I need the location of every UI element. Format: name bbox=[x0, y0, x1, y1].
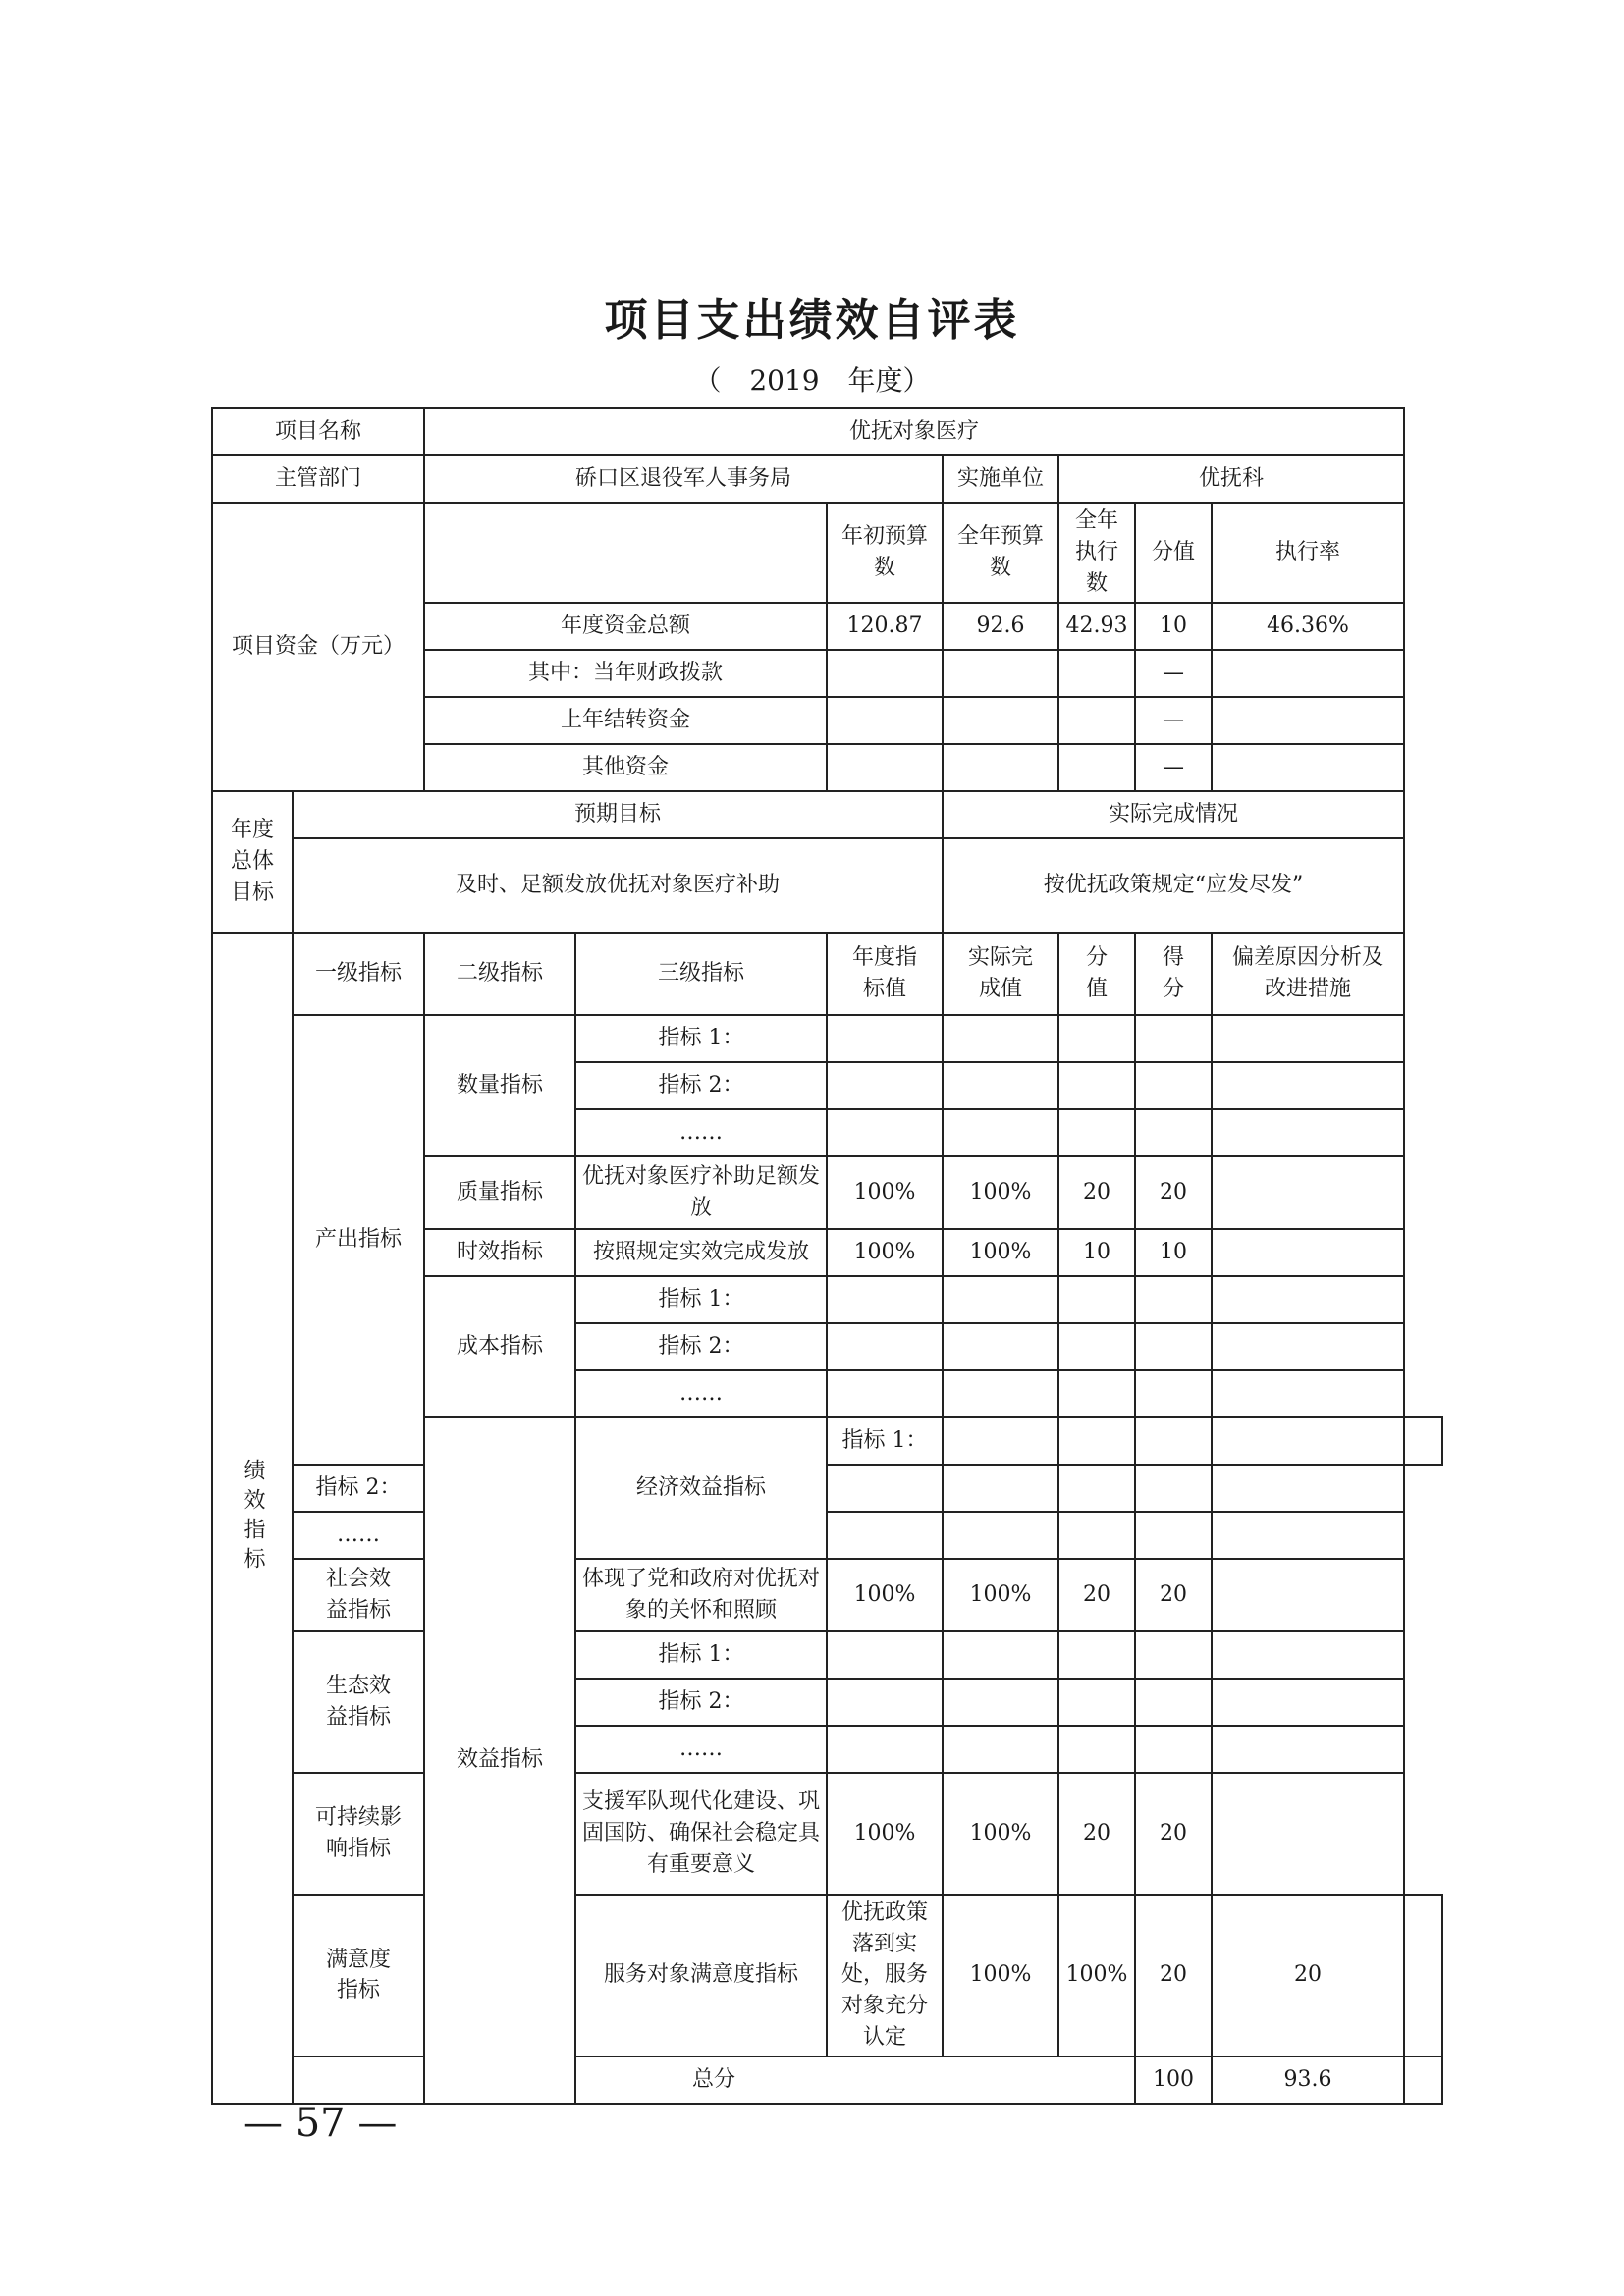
total-row bbox=[212, 2056, 1442, 2104]
table-row bbox=[212, 1015, 1442, 1062]
evaluation-table bbox=[211, 407, 1443, 2105]
goal-actual-label: 实际完成情况 bbox=[943, 791, 1404, 838]
year-line bbox=[0, 359, 1624, 399]
funds-header: 分值 bbox=[1135, 503, 1212, 603]
economic-label: 经济效益指标 bbox=[575, 1417, 827, 1559]
indicator-cell: 优抚政策落到实处，服务对象充分认定 bbox=[827, 1895, 943, 2056]
goal-header-row bbox=[212, 791, 1442, 838]
table-row bbox=[212, 1465, 1442, 1512]
perf-header: 实际完成值 bbox=[943, 933, 1058, 1015]
indicator-cell: …… bbox=[575, 1370, 827, 1417]
funds-cell: 42.93 bbox=[1058, 603, 1135, 650]
got-cell: 20 bbox=[1212, 1895, 1404, 2056]
table-row bbox=[212, 1773, 1442, 1895]
funds-row-label: 其他资金 bbox=[424, 744, 827, 791]
score-cell: 20 bbox=[1058, 1156, 1135, 1229]
total-label: 总分 bbox=[293, 2056, 1135, 2104]
funds-cell bbox=[1058, 650, 1135, 697]
funds-row-label: 上年结转资金 bbox=[424, 697, 827, 744]
indicator-cell: 指标 1： bbox=[575, 1015, 827, 1062]
funds-cell bbox=[827, 650, 943, 697]
got-cell: 20 bbox=[1135, 1773, 1212, 1895]
got-cell: 20 bbox=[1135, 1559, 1212, 1631]
funds-cell bbox=[943, 744, 1058, 791]
funds-cell bbox=[827, 697, 943, 744]
target-cell: 100% bbox=[827, 1559, 943, 1631]
actual-cell: 100% bbox=[1058, 1895, 1135, 2056]
indicator-cell: 指标 2： bbox=[575, 1062, 827, 1109]
indicator-cell: 支援军队现代化建设、巩固国防、确保社会稳定具有重要意义 bbox=[575, 1773, 827, 1895]
table-row bbox=[212, 1895, 1442, 2056]
funds-cell bbox=[1212, 744, 1404, 791]
indicator-cell: 指标 1： bbox=[827, 1417, 943, 1465]
score-cell: 20 bbox=[1058, 1559, 1135, 1631]
perf-header: 得分 bbox=[1135, 933, 1212, 1015]
target-cell: 100% bbox=[827, 1156, 943, 1229]
sustainable-label: 可持续影响指标 bbox=[293, 1773, 424, 1895]
goal-actual: 按优抚政策规定“应发尽发” bbox=[943, 838, 1404, 933]
dept-label: 主管部门 bbox=[212, 455, 424, 503]
timeliness-label: 时效指标 bbox=[424, 1229, 575, 1276]
funds-cell: 10 bbox=[1135, 603, 1212, 650]
indicator-cell: …… bbox=[575, 1726, 827, 1773]
funds-row-label: 其中：当年财政拨款 bbox=[424, 650, 827, 697]
quantity-label: 数量指标 bbox=[424, 1015, 575, 1156]
indicator-cell: …… bbox=[575, 1109, 827, 1156]
funds-header-blank bbox=[424, 503, 827, 603]
social-label: 社会效益指标 bbox=[293, 1559, 424, 1631]
perf-header: 分值 bbox=[1058, 933, 1135, 1015]
funds-header: 全年执行数 bbox=[1058, 503, 1135, 603]
actual-cell: 100% bbox=[943, 1559, 1058, 1631]
target-cell: 100% bbox=[827, 1229, 943, 1276]
indicator-cell: 指标 1： bbox=[575, 1276, 827, 1323]
benefit-label: 效益指标 bbox=[424, 1417, 575, 2104]
funds-header: 全年预算数 bbox=[943, 503, 1058, 603]
indicator-cell: …… bbox=[293, 1512, 424, 1559]
perf-header-row bbox=[212, 933, 1442, 1015]
table-row bbox=[212, 1559, 1442, 1631]
project-name-value: 优抚对象医疗 bbox=[424, 408, 1404, 455]
actual-cell: 100% bbox=[943, 1156, 1058, 1229]
output-label: 产出指标 bbox=[293, 1015, 424, 1465]
target-cell: 100% bbox=[943, 1895, 1058, 2056]
funds-cell: — bbox=[1135, 697, 1212, 744]
total-got: 93.6 bbox=[1212, 2056, 1404, 2104]
funds-cell: — bbox=[1135, 650, 1212, 697]
funds-header: 执行率 bbox=[1212, 503, 1404, 603]
year-label: 年度） bbox=[847, 364, 931, 397]
goal-expected-label: 预期目标 bbox=[293, 791, 943, 838]
actual-cell: 100% bbox=[943, 1229, 1058, 1276]
perf-header: 三级指标 bbox=[575, 933, 827, 1015]
funds-row-label: 年度资金总额 bbox=[424, 603, 827, 650]
page-number: — 57 — bbox=[244, 2101, 398, 2146]
perf-header: 偏差原因分析及改进措施 bbox=[1212, 933, 1404, 1015]
score-cell: 20 bbox=[1058, 1773, 1135, 1895]
funds-cell bbox=[1058, 697, 1135, 744]
service-label: 服务对象满意度指标 bbox=[575, 1895, 827, 2056]
got-cell: 20 bbox=[1135, 1156, 1212, 1229]
indicator-cell: 指标 1： bbox=[575, 1631, 827, 1679]
project-name-row bbox=[212, 408, 1442, 455]
total-score: 100 bbox=[1135, 2056, 1212, 2104]
funds-header-row bbox=[212, 503, 1442, 603]
goal-expected: 及时、足额发放优抚对象医疗补助 bbox=[293, 838, 943, 933]
cost-label: 成本指标 bbox=[424, 1276, 575, 1417]
actual-cell: 100% bbox=[943, 1773, 1058, 1895]
funds-cell: 92.6 bbox=[943, 603, 1058, 650]
score-cell: 20 bbox=[1135, 1895, 1212, 2056]
funds-label: 项目资金（万元） bbox=[212, 503, 424, 791]
dept-value: 硚口区退役军人事务局 bbox=[424, 455, 943, 503]
indicator-cell: 按照规定实效完成发放 bbox=[575, 1229, 827, 1276]
funds-cell bbox=[1058, 744, 1135, 791]
table-row bbox=[212, 1512, 1442, 1559]
project-name-label: 项目名称 bbox=[212, 408, 424, 455]
score-cell: 10 bbox=[1058, 1229, 1135, 1276]
year-value: 2019 bbox=[749, 364, 820, 397]
unit-value: 优抚科 bbox=[1058, 455, 1404, 503]
indicator-cell: 指标 2： bbox=[575, 1679, 827, 1726]
perf-header: 一级指标 bbox=[293, 933, 424, 1015]
satisfaction-label: 满意度指标 bbox=[293, 1895, 424, 2056]
indicator-cell: 指标 2： bbox=[575, 1323, 827, 1370]
funds-cell bbox=[943, 650, 1058, 697]
funds-cell bbox=[1212, 697, 1404, 744]
table-row bbox=[212, 1631, 1442, 1679]
funds-cell bbox=[827, 744, 943, 791]
perf-label: 绩效指标 bbox=[212, 933, 293, 2104]
page-title: 项目支出绩效自评表 bbox=[604, 295, 1020, 346]
perf-header: 年度指标值 bbox=[827, 933, 943, 1015]
got-cell: 10 bbox=[1135, 1229, 1212, 1276]
quality-label: 质量指标 bbox=[424, 1156, 575, 1229]
department-row bbox=[212, 455, 1442, 503]
funds-cell: — bbox=[1135, 744, 1212, 791]
goal-content-row bbox=[212, 838, 1442, 933]
funds-cell bbox=[1212, 650, 1404, 697]
indicator-cell: 体现了党和政府对优抚对象的关怀和照顾 bbox=[575, 1559, 827, 1631]
unit-label: 实施单位 bbox=[943, 455, 1058, 503]
perf-header: 二级指标 bbox=[424, 933, 575, 1015]
goal-label: 年度总体目标 bbox=[212, 791, 293, 933]
indicator-cell: 优抚对象医疗补助足额发放 bbox=[575, 1156, 827, 1229]
funds-cell bbox=[943, 697, 1058, 744]
target-cell: 100% bbox=[827, 1773, 943, 1895]
funds-header: 年初预算数 bbox=[827, 503, 943, 603]
funds-cell: 46.36% bbox=[1212, 603, 1404, 650]
year-open: （ bbox=[693, 364, 722, 397]
ecological-label: 生态效益指标 bbox=[293, 1631, 424, 1773]
funds-cell: 120.87 bbox=[827, 603, 943, 650]
indicator-cell: 指标 2： bbox=[293, 1465, 424, 1512]
